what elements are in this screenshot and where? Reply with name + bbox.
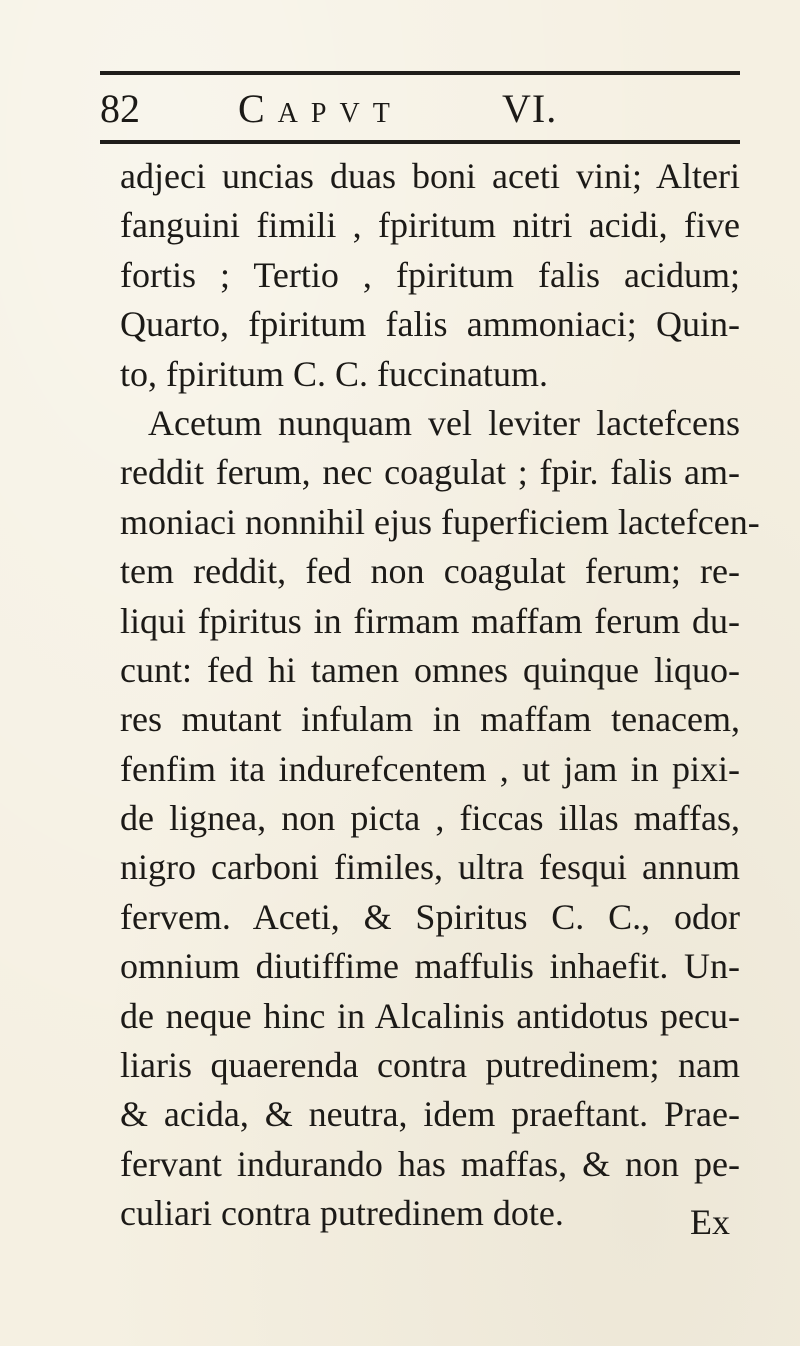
page-number: 82 xyxy=(100,86,140,131)
text-line: de neque hinc in Alcalinis antidotus pecu- xyxy=(120,995,740,1036)
text-line: tem reddit, fed non coagulat ferum; re- xyxy=(120,551,740,592)
text-line: culiari contra putredinem dote. xyxy=(120,1193,564,1234)
text-line: cunt: fed hi tamen omnes quinque liquo- xyxy=(120,649,740,690)
text-line: liaris quaerenda contra putredinem; nam xyxy=(120,1045,740,1086)
text-line: to, fpiritum C. C. fuccinatum. xyxy=(120,353,548,394)
running-head: Capvt xyxy=(238,86,403,131)
text-line: fanguini fimili , fpiritum nitri acidi, five xyxy=(120,205,740,246)
text-line: fortis ; Tertio , fpiritum falis acidum; xyxy=(120,254,740,295)
text-line: omnium diutiffime maffulis inhaefit. Un- xyxy=(120,946,740,987)
text-line: reddit ferum, nec coagulat ; fpir. falis am- xyxy=(120,452,740,493)
text-line: fervem. Aceti, & Spiritus C. C., odor xyxy=(120,896,740,937)
header-rule-top xyxy=(100,71,740,75)
text-line: fervant indurando has maffas, & non pe- xyxy=(120,1143,740,1184)
text-line: res mutant infulam in maffam tenacem, xyxy=(120,699,740,740)
text-line: & acida, & neutra, idem praeftant. Prae- xyxy=(120,1094,740,1135)
header-rule-bottom xyxy=(100,140,740,144)
text-line: de lignea, non picta , ficcas illas maffas, xyxy=(120,798,740,839)
page-header xyxy=(100,84,740,134)
chapter-number: VI. xyxy=(502,86,558,131)
text-line: adjeci uncias duas boni aceti vini; Alteri xyxy=(120,156,740,196)
text-line: Acetum nunquam vel leviter lactefcens xyxy=(148,402,740,443)
text-line: fenfim ita indurefcentem , ut jam in pixi- xyxy=(120,748,740,789)
text-line: Quarto, fpiritum falis ammoniaci; Quin- xyxy=(120,304,740,345)
text-line: nigro carboni fimiles, ultra fesqui annum xyxy=(120,847,740,888)
text-line: liqui fpiritus in firmam maffam ferum du- xyxy=(120,600,740,641)
text-line: moniaci nonnihil ejus fuperficiem lactefcen- xyxy=(120,501,760,542)
catchword: Ex xyxy=(690,1202,730,1242)
body-text xyxy=(120,152,760,1239)
